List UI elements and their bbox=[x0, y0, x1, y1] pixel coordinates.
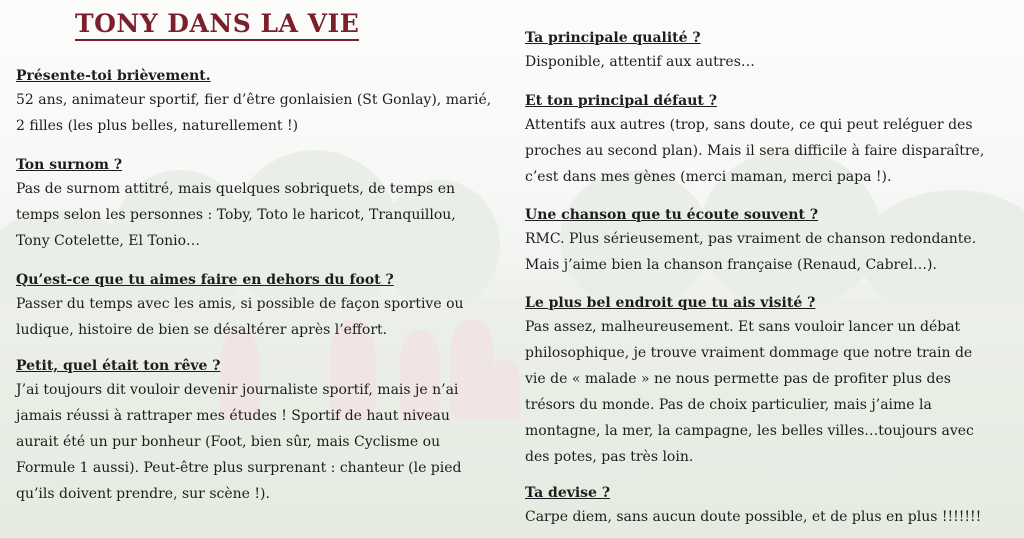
answer-endroit: Pas assez, malheureusement. Et sans vouloir lancer un débat philosophique, je trouve vraiment dommage que notre train de vie de « malade » ne nous permette pas de profiter plus des trésors du monde. Pas de choix particulier, mais j’aime la montagne, la mer, la campagne, les belles villes…toujours avec des potes, pas très loin. bbox=[525, 319, 974, 465]
question-hors-foot: Qu’est-ce que tu aimes faire en dehors du foot ? bbox=[16, 272, 394, 288]
answer-reve: J’ai toujours dit vouloir devenir journaliste sportif, mais je n’ai jamais réussi à rattraper mes études ! Sportif de haut niveau aurait été un pur bonheur (Foot, bien sûr, mais Cyclisme ou Formule 1 aussi). Peut-être plus surprenant : chanteur (le pied qu’ils doivent prendre, sur scène !). bbox=[16, 382, 462, 502]
answer-devise: Carpe diem, sans aucun doute possible, et de plus en plus !!!!!!! bbox=[525, 509, 982, 525]
question-reve: Petit, quel était ton rêve ? bbox=[16, 358, 221, 374]
question-qualite: Ta principale qualité ? bbox=[525, 30, 701, 46]
question-chanson: Une chanson que tu écoute souvent ? bbox=[525, 207, 819, 223]
question-surnom: Ton surnom ? bbox=[16, 157, 123, 173]
answer-surnom: Pas de surnom attitré, mais quelques sobriquets, de temps en temps selon les personnes : Toby, Toto le haricot, Tranquillou, Tony Cotelette, El Tonio… bbox=[16, 181, 456, 249]
question-devise: Ta devise ? bbox=[525, 485, 611, 501]
question-endroit: Le plus bel endroit que tu ais visité ? bbox=[525, 295, 816, 311]
page-title: TONY DANS LA VIE bbox=[75, 8, 359, 41]
answer-presentation: 52 ans, animateur sportif, fier d’être gonlaisien (St Gonlay), marié, 2 filles (les plus belles, naturellement !) bbox=[16, 92, 492, 134]
question-presentation: Présente-toi brièvement. bbox=[16, 68, 211, 84]
answer-defaut: Attentifs aux autres (trop, sans doute, ce qui peut reléguer des proches au second plan). Mais il sera difficile à faire disparaître, c’est dans mes gènes (merci maman, merci papa !). bbox=[525, 117, 985, 185]
answer-hors-foot: Passer du temps avec les amis, si possible de façon sportive ou ludique, histoire de bien se désaltérer après l’effort. bbox=[16, 296, 464, 338]
answer-qualite: Disponible, attentif aux autres… bbox=[525, 54, 755, 70]
answer-chanson: RMC. Plus sérieusement, pas vraiment de chanson redondante. Mais j’aime bien la chanson française (Renaud, Cabrel…). bbox=[525, 231, 977, 273]
question-defaut: Et ton principal défaut ? bbox=[525, 93, 717, 109]
